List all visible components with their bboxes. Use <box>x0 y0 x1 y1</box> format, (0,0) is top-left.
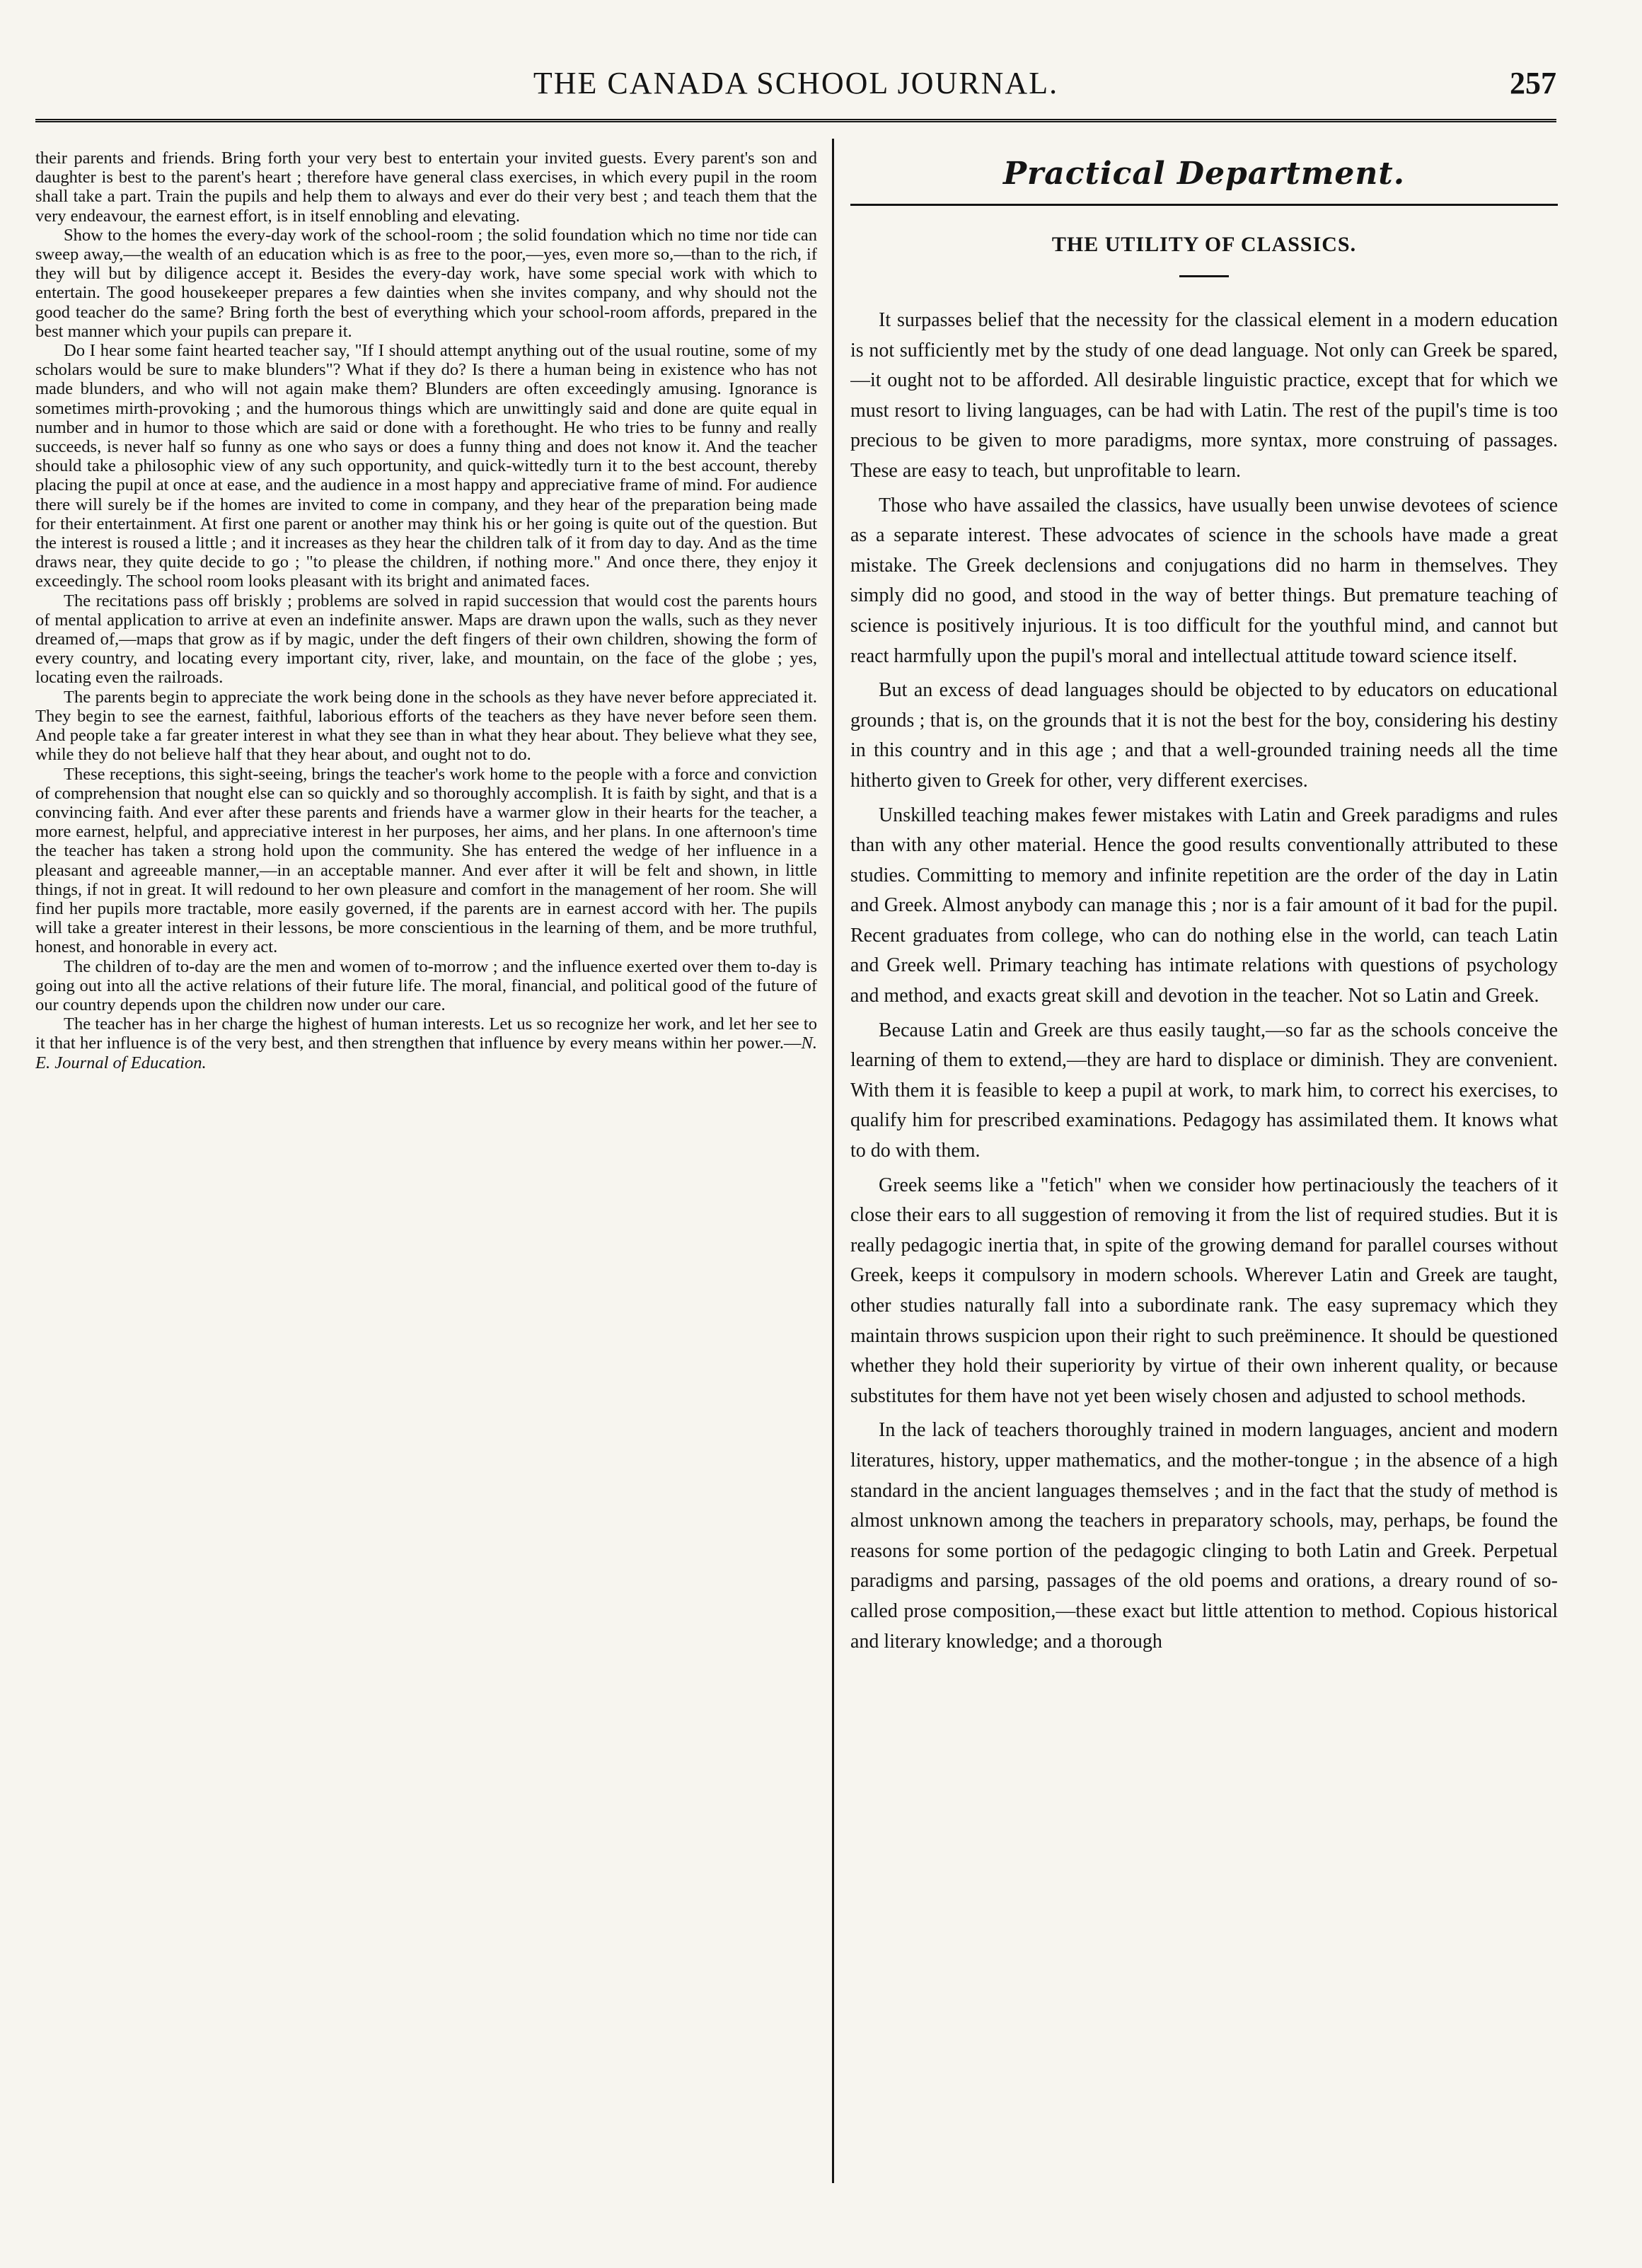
left-column <box>35 149 817 2193</box>
final-paragraph-text: The teacher has in her charge the highest of human interests. Let us so recognize her work, and let her see to it that her influence is of the very best, and then strengthen that influence by every means within her power.— <box>35 1014 817 1053</box>
paragraph: their parents and friends. Bring forth your very best to entertain your invited guests. Every parent's son and daughter is best to the parent's heart ; therefore have general class exercises, in which every pupil in the room shall take a part. Train the pupils and help them to always and ever do their very best ; and teach them that the very endeavour, the earnest effort, is in itself ennobling and elevating. <box>35 149 817 226</box>
paragraph: Those who have assailed the classics, have usually been unwise devotees of science as a separate interest. These advocates of science in the schools have made a great mistake. The Greek declensions and conjugations did no harm in themselves. They simply did no good, and stood in the way of better things. But premature teaching of science is positively injurious. It is too difficult for the youthful mind, and cannot but react harmfully upon the pupil's moral and intellectual attitude toward science itself. <box>850 494 1558 667</box>
paragraph: In the lack of teachers thoroughly trained in modern languages, ancient and modern literatures, history, upper mathematics, and the mother-tongue ; in the absence of a high standard in the ancient languages themselves ; and in the fact that the study of method is almost unknown among the teachers in preparatory schools, may, perhaps, be found the reasons for some portion of the pedagogic clinging to both Latin and Greek. Perpetual paradigms and parsing, passages of the old poems and orations, a dreary round of so-called prose composition,—these exact but little attention to method. Copious historical and literary knowledge; and a thorough <box>850 1419 1558 1653</box>
paragraph: Show to the homes the every-day work of the school-room ; the solid foundation which no time nor tide can sweep away,—the wealth of an education which is as free to the poor,—yes, even more so,—than to the rich, if they will but by diligence accept it. Besides the every-day work, have some special work with which to entertain. The good housekeeper prepares a few dainties when she invites company, and why should not the good teacher do the same? Bring forth the best of everything which your school-room affords, prepared in the best manner which your pupils can prepare it. <box>35 225 817 341</box>
title-rule <box>1179 275 1229 277</box>
paragraph: The parents begin to appreciate the work being done in the schools as they have never before appreciated it. They begin to see the earnest, faithful, laborious efforts of the teachers as they have never before seen them. And people take a far greater interest in what they see than in what they hear about. They believe what they see, while they do not believe half that they hear about, and ought not to do. <box>35 687 817 765</box>
paragraph: Do I hear some faint hearted teacher say, "If I should attempt anything out of the usual routine, some of my scholars would be sure to make blunders"? What if they do? Is there a human being in existence who has not made blunders, and who will not again make them? Blunders are often exceedingly amusing. Ignorance is sometimes mirth-provoking ; and the humorous things which are unwittingly said and done are quite equal in number and in humor to those which are said or done with a forethought. He who tries to be funny and really succeeds, is never half so funny as one who says or does a funny thing and does not know it. And the teacher should take a philosophic view of any such opportunity, and quick-wittedly turn it to the best account, thereby placing the pupil at once at ease, and the audience in a most happy and appreciative frame of mind. For audience there will surely be if the homes are invited to come in company, and they hear of the preparation being made for their entertainment. At first one parent or another may think his or her going is quite out of the question. But the interest is roused a little ; and it increases as they hear the children talk of it from day to day. And as the time draws near, they quite decide to go ; "to please the children, if nothing more." And once there, they enjoy it exceedingly. The school room looks pleasant with its bright and animated faces. <box>35 341 817 591</box>
right-column <box>850 149 1558 2172</box>
paragraph: These receptions, this sight-seeing, brings the teacher's work home to the people with a force and conviction of comprehension that nought else can so quickly and so thoroughly accomplish. It is faith by sight, and that is a convincing faith. And ever after these parents and friends have a warmer glow in their hearts for the teacher, a more earnest, helpful, and appreciative interest in her purposes, her aims, and her plans. In one afternoon's time the teacher has taken a strong hold upon the community. She has entered the wedge of her influence in a pleasant and agreeable manner,—in an acceptable manner. And ever after it will be felt and shown, in little things, if not in great. It will redound to her own pleasure and comfort in the management of her room. She will find her pupils more tractable, more easily governed, if the parents are in earnest accord with her. The pupils will take a greater interest in their lessons, be more conscientious in the learning of them, and be more truthful, honest, and honorable in every act. <box>35 764 817 957</box>
department-rule <box>850 204 1558 206</box>
paragraph: Greek seems like a "fetich" when we consider how pertinaciously the teachers of it close their ears to all suggestion of removing it from the list of required studies. But it is really pedagogic inertia that, in spite of the growing demand for parallel courses without Greek, keeps it compulsory in modern schools. Wherever Latin and Greek are taught, other studies naturally fall into a subordinate rank. The easy supremacy which they maintain throws suspicion upon their right to such preëminence. It should be questioned whether they hold their superiority by virtue of their own inherent quality, or because substitutes for them have not yet been wisely chosen and adjusted to school methods. <box>850 1174 1558 1407</box>
paragraph: Because Latin and Greek are thus easily taught,—so far as the schools conceive the learning of them to extend,—they are hard to displace or diminish. They are convenient. With them it is feasible to keep a pupil at work, to mark him, to correct his exercises, to qualify him for prescribed examinations. Pedagogy has assimilated them. It knows what to do with them. <box>850 1019 1558 1162</box>
department-title: Practical Department. <box>1002 156 1406 192</box>
page-header <box>35 65 1556 108</box>
paragraph: Unskilled teaching makes fewer mistakes with Latin and Greek paradigms and rules than with any other material. Hence the good results conventionally attributed to these studies. Committing to memory and infinite repetition are the order of the day in Latin and Greek. Almost anybody can manage this ; nor is a fair amount of it bad for the pupil. Recent graduates from college, who can do nothing else in the world, can teach Latin and Greek well. Primary teaching has intimate relations with questions of psychology and method, and exacts great skill and devotion in the teacher. Not so Latin and Greek. <box>850 804 1558 1007</box>
paragraph: But an excess of dead languages should be objected to by educators on educational grounds ; that is, on the grounds that it is not the best for the boy, considering his destiny in this country and in this age ; and that a well-grounded training needs all the time hitherto given to Greek for other, very different exercises. <box>850 679 1558 792</box>
paragraph: The recitations pass off briskly ; problems are solved in rapid succession that would cost the parents hours of mental application to arrive at even an indefinite answer. Maps are drawn upon the walls, such as they never dreamed of,—maps that grow as if by magic, under the deft fingers of their own children, showing the form of every country, and locating every important city, river, lake, and mountain, on the face of the globe ; yes, locating even the railroads. <box>35 591 817 688</box>
page-number: 257 <box>1510 66 1556 100</box>
paragraph: It surpasses belief that the necessity for the classical element in a modern education is not sufficiently met by the study of one dead language. Not only can Greek be spared,—it ought not to be afforded. All desirable linguistic practice, except that for which we must resort to living languages, can be had with Latin. The rest of the pupil's time is too precious to be given to more paradigms, more syntax, more construing of passages. These are easy to teach, but unprofitable to learn. <box>850 309 1558 482</box>
journal-title: THE CANADA SCHOOL JOURNAL. <box>533 66 1059 100</box>
header-rule <box>35 119 1556 122</box>
paragraph: The children of to-day are the men and women of to-morrow ; and the influence exerted over them to-day is going out into all the active relations of their future life. The moral, financial, and political good of the future of our country depends upon the children now under our care. <box>35 956 817 1014</box>
source-citation: N. E. Journal of Education. <box>35 1034 817 1072</box>
column-divider <box>832 139 834 2183</box>
article-title: THE UTILITY OF CLASSICS. <box>1051 233 1357 256</box>
final-paragraph <box>35 1014 817 1072</box>
